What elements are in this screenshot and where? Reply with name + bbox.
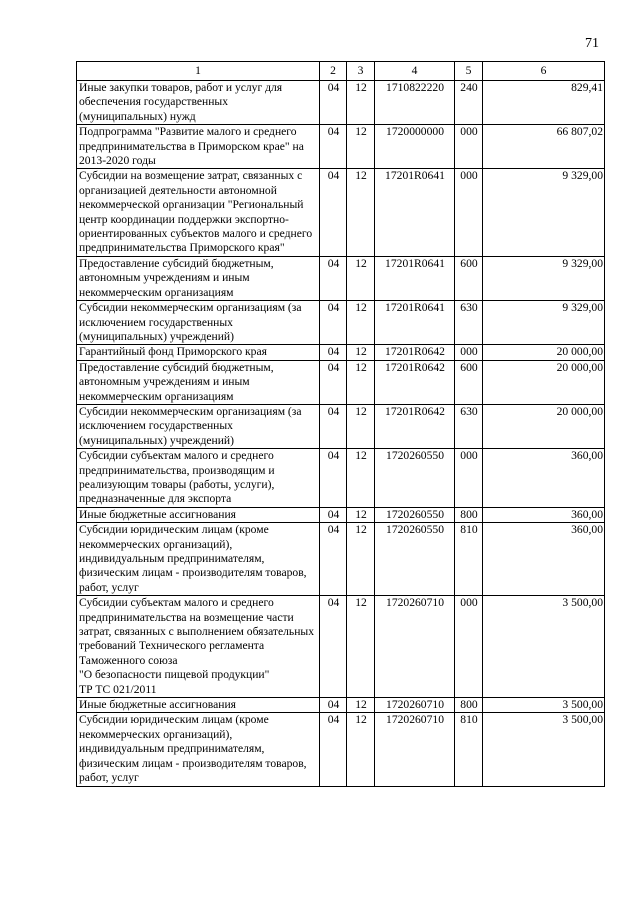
amount: 829,41	[483, 81, 605, 125]
section-code: 04	[320, 596, 347, 698]
section-code: 04	[320, 345, 347, 360]
target-article-code: 1720260710	[375, 596, 455, 698]
expense-type-code: 800	[455, 698, 483, 713]
table-row	[77, 169, 605, 256]
amount: 20 000,00	[483, 360, 605, 404]
table-row	[77, 698, 605, 713]
target-article-code: 17201R0642	[375, 345, 455, 360]
expense-type-code: 810	[455, 523, 483, 596]
target-article-code: 17201R0642	[375, 360, 455, 404]
table-row	[77, 81, 605, 125]
subsection-code: 12	[347, 169, 375, 256]
table-row	[77, 713, 605, 786]
target-article-code: 1720260550	[375, 507, 455, 522]
amount: 360,00	[483, 449, 605, 508]
subsection-code: 12	[347, 449, 375, 508]
subsection-code: 12	[347, 507, 375, 522]
subsection-code: 12	[347, 345, 375, 360]
table-header-row	[77, 62, 605, 81]
column-header: 4	[375, 62, 455, 81]
section-code: 04	[320, 449, 347, 508]
target-article-code: 1720260550	[375, 523, 455, 596]
table-row	[77, 449, 605, 508]
table-row	[77, 345, 605, 360]
amount: 9 329,00	[483, 256, 605, 300]
table-row	[77, 301, 605, 345]
column-header: 3	[347, 62, 375, 81]
item-name: Субсидии некоммерческим организациям (за исключением государственных (муниципальных) учреждений)	[77, 404, 320, 448]
section-code: 04	[320, 360, 347, 404]
table-row	[77, 404, 605, 448]
subsection-code: 12	[347, 301, 375, 345]
table-row	[77, 596, 605, 698]
section-code: 04	[320, 81, 347, 125]
target-article-code: 1720260710	[375, 698, 455, 713]
amount: 20 000,00	[483, 345, 605, 360]
target-article-code: 1720260710	[375, 713, 455, 786]
column-header: 5	[455, 62, 483, 81]
expense-type-code: 000	[455, 596, 483, 698]
item-name: Субсидии юридическим лицам (кроме некоммерческих организаций), индивидуальным предпринимателям, физическим лицам - производителям товаров, работ, услуг	[77, 523, 320, 596]
item-name: Субсидии некоммерческим организациям (за исключением государственных (муниципальных) учреждений)	[77, 301, 320, 345]
target-article-code: 17201R0641	[375, 169, 455, 256]
target-article-code: 1720000000	[375, 125, 455, 169]
expense-type-code: 600	[455, 256, 483, 300]
subsection-code: 12	[347, 713, 375, 786]
section-code: 04	[320, 698, 347, 713]
section-code: 04	[320, 125, 347, 169]
table-body	[77, 81, 605, 787]
section-code: 04	[320, 404, 347, 448]
expense-type-code: 000	[455, 125, 483, 169]
item-name: Подпрограмма "Развитие малого и среднего предпринимательства в Приморском крае" на 2013-2020 годы	[77, 125, 320, 169]
expense-type-code: 600	[455, 360, 483, 404]
budget-table	[76, 61, 605, 787]
target-article-code: 17201R0642	[375, 404, 455, 448]
item-name: Предоставление субсидий бюджетным, автономным учреждениям и иным некоммерческим организациям	[77, 256, 320, 300]
item-name: Предоставление субсидий бюджетным, автономным учреждениям и иным некоммерческим организациям	[77, 360, 320, 404]
expense-type-code: 810	[455, 713, 483, 786]
subsection-code: 12	[347, 596, 375, 698]
amount: 9 329,00	[483, 169, 605, 256]
subsection-code: 12	[347, 81, 375, 125]
amount: 20 000,00	[483, 404, 605, 448]
expense-type-code: 000	[455, 449, 483, 508]
table-row	[77, 125, 605, 169]
section-code: 04	[320, 301, 347, 345]
amount: 360,00	[483, 523, 605, 596]
item-name: Гарантийный фонд Приморского края	[77, 345, 320, 360]
section-code: 04	[320, 256, 347, 300]
table-row	[77, 507, 605, 522]
table-row	[77, 256, 605, 300]
expense-type-code: 630	[455, 301, 483, 345]
expense-type-code: 630	[455, 404, 483, 448]
item-name: Субсидии юридическим лицам (кроме некоммерческих организаций), индивидуальным предпринимателям, физическим лицам - производителям товаров, работ, услуг	[77, 713, 320, 786]
column-header: 2	[320, 62, 347, 81]
target-article-code: 1710822220	[375, 81, 455, 125]
amount: 3 500,00	[483, 713, 605, 786]
expense-type-code: 240	[455, 81, 483, 125]
section-code: 04	[320, 169, 347, 256]
item-name: Субсидии на возмещение затрат, связанных с организацией деятельности автономной некоммерческой организации "Региональный центр координации поддержки экспортно-ориентированных субъектов малого и среднего предпринимательства Приморского края"	[77, 169, 320, 256]
expense-type-code: 000	[455, 345, 483, 360]
target-article-code: 1720260550	[375, 449, 455, 508]
expense-type-code: 800	[455, 507, 483, 522]
item-name: Иные закупки товаров, работ и услуг для обеспечения государственных (муниципальных) нужд	[77, 81, 320, 125]
amount: 9 329,00	[483, 301, 605, 345]
section-code: 04	[320, 713, 347, 786]
amount: 3 500,00	[483, 698, 605, 713]
subsection-code: 12	[347, 125, 375, 169]
expense-type-code: 000	[455, 169, 483, 256]
column-header: 1	[77, 62, 320, 81]
subsection-code: 12	[347, 360, 375, 404]
item-name: Субсидии субъектам малого и среднего предпринимательства на возмещение части затрат, связанных с выполнением обязательных требований Технического регламента Таможенного союза "О безопасности пищевой продукции" ТР ТС 021/2011	[77, 596, 320, 698]
subsection-code: 12	[347, 404, 375, 448]
column-header: 6	[483, 62, 605, 81]
section-code: 04	[320, 523, 347, 596]
subsection-code: 12	[347, 256, 375, 300]
page-number: 71	[585, 36, 599, 51]
section-code: 04	[320, 507, 347, 522]
amount: 3 500,00	[483, 596, 605, 698]
item-name: Иные бюджетные ассигнования	[77, 698, 320, 713]
item-name: Иные бюджетные ассигнования	[77, 507, 320, 522]
amount: 66 807,02	[483, 125, 605, 169]
amount: 360,00	[483, 507, 605, 522]
subsection-code: 12	[347, 698, 375, 713]
item-name: Субсидии субъектам малого и среднего предпринимательства, производящим и реализующим товары (работы, услуги), предназначенные для экспорта	[77, 449, 320, 508]
subsection-code: 12	[347, 523, 375, 596]
target-article-code: 17201R0641	[375, 256, 455, 300]
table-row	[77, 360, 605, 404]
target-article-code: 17201R0641	[375, 301, 455, 345]
table-row	[77, 523, 605, 596]
